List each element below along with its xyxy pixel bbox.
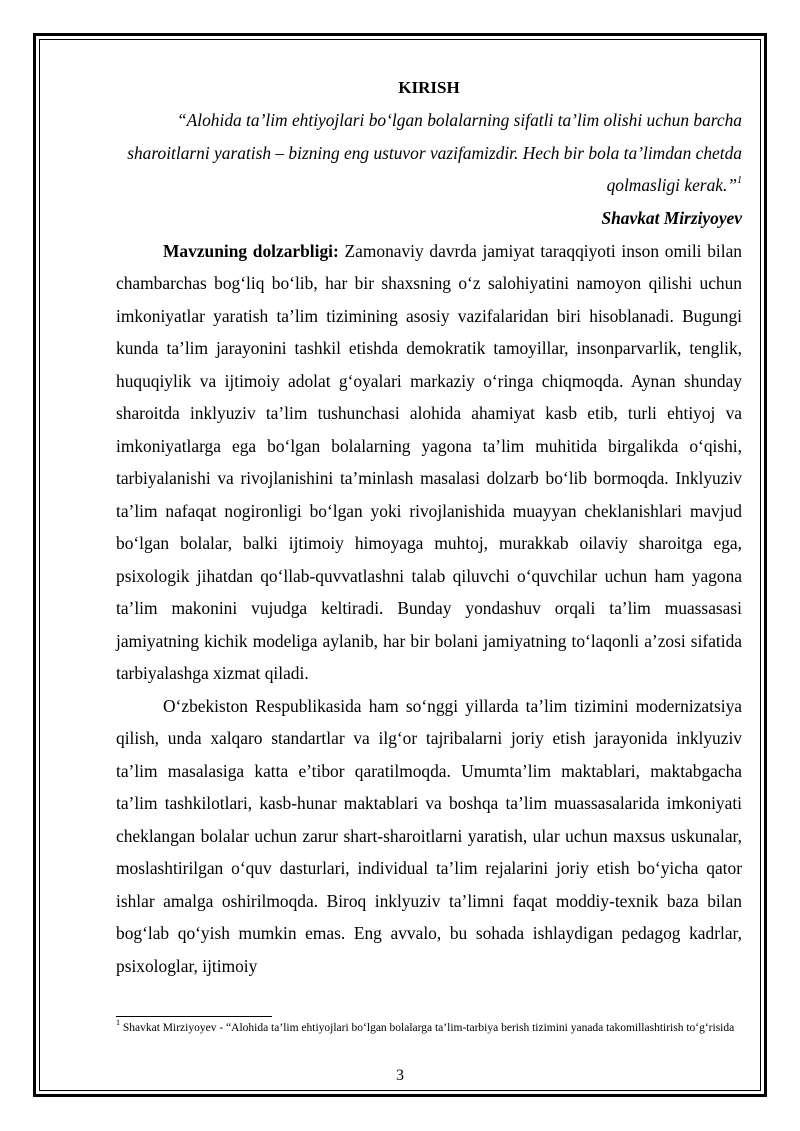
- paragraph-relevance: [116, 235, 742, 690]
- paragraph-body: O‘zbekiston Respublikasida ham so‘nggi yillarda ta’lim tizimini modernizatsiya qilish, unda xalqaro standartlar va ilg‘or tajribalarni joriy etish jarayonida inklyuziv ta’lim masalasiga katta e’tibor qaratilmoqda. Umumta’lim maktablari, maktabgacha ta’lim tashkilotlari, kasb-hunar maktablari va boshqa ta’lim muassasalarida imkoniyati cheklangan bolalar uchun zarur shart-sharoitlarni yaratish, ular uchun maxsus uskunalar, moslashtirilgan o‘quv dasturlari, individual ta’lim rejalarini joriy etish bo‘yicha qator ishlar amalga oshirilmoqda. Biroq inklyuziv ta’limni faqat moddiy-texnik baza bilan bog‘lab qo‘yish mumkin emas. Eng avvalo, bu sohada ishlaydigan pedagog kadrlar, psixologlar, ijtimoiy: [116, 695, 742, 976]
- paragraph-uzbekistan: [116, 690, 742, 983]
- footnote-number: 1: [116, 1018, 120, 1028]
- page-content: [116, 72, 742, 982]
- footnote-separator: [116, 1016, 272, 1017]
- footnote-reference[interactable]: 1: [737, 174, 742, 186]
- paragraph-lead: Mavzuning dolzarbligi:: [163, 240, 339, 261]
- section-heading: KIRISH: [398, 78, 460, 97]
- epigraph-author: Shavkat Mirziyoyev: [601, 208, 742, 229]
- paragraph-body: Zamonaviy davrda jamiyat taraqqiyoti inson omili bilan chambarchas bog‘liq bo‘lib, har bir shaxsning o‘z salohiyatini namoyon qilishi uchun imkoniyatlar yaratish ta’lim tizimining asosiy vazifalaridan biri hisoblanadi. Bugungi kunda ta’lim jarayonini tashkil etishda demokratik tamoyillar, insonparvarlik, tenglik, huquqiylik va ijtimoiy adolat g‘oyalari markaziy o‘ringa chiqmoqda. Aynan shunday sharoitda inklyuziv ta’lim tushunchasi alohida ahamiyat kasb etib, turli ehtiyoj va imkoniyatlarga ega bo‘lgan bolalarning yagona ta’lim muhitida birgalikda o‘qishi, tarbiyalanishi va rivojlanishini ta’minlash masalasi dolzarb bo‘lib bormoqda. Inklyuziv ta’lim nafaqat nogironligi bo‘lgan yoki rivojlanishida muayyan cheklanishlari mavjud bo‘lgan bolalar, balki ijtimoiy himoyaga muhtoj, murakkab oilaviy sharoitga ega, psixologik jihatdan qo‘llab-quvvatlashni talab qiluvchi o‘quvchilar uchun ham yagona ta’lim makonini vujudga keltiradi. Bunday yondashuv orqali ta’lim muassasasi jamiyatning kichik modeliga aylanib, har bir bolani jamiyatning to‘laqonli a’zosi sifatida tarbiyalashga xizmat qiladi.: [116, 240, 742, 684]
- epigraph: [116, 104, 742, 202]
- page-number: 3: [396, 1067, 404, 1084]
- footnote: [116, 1020, 736, 1036]
- footnote-text: Shavkat Mirziyoyev - “Alohida ta’lim ehtiyojlari bo‘lgan bolalarga ta’lim-tarbiya berish tizimini yanada takomillashtirish to‘g‘risida: [120, 1022, 735, 1034]
- epigraph-text: “Alohida ta’lim ehtiyojlari bo‘lgan bolalarning sifatli ta’lim olishi uchun barcha sharoitlarni yaratish – bizning eng ustuvor vazifamizdir. Hech bir bola ta’limdan chetda qolmasligi kerak.”: [127, 110, 742, 196]
